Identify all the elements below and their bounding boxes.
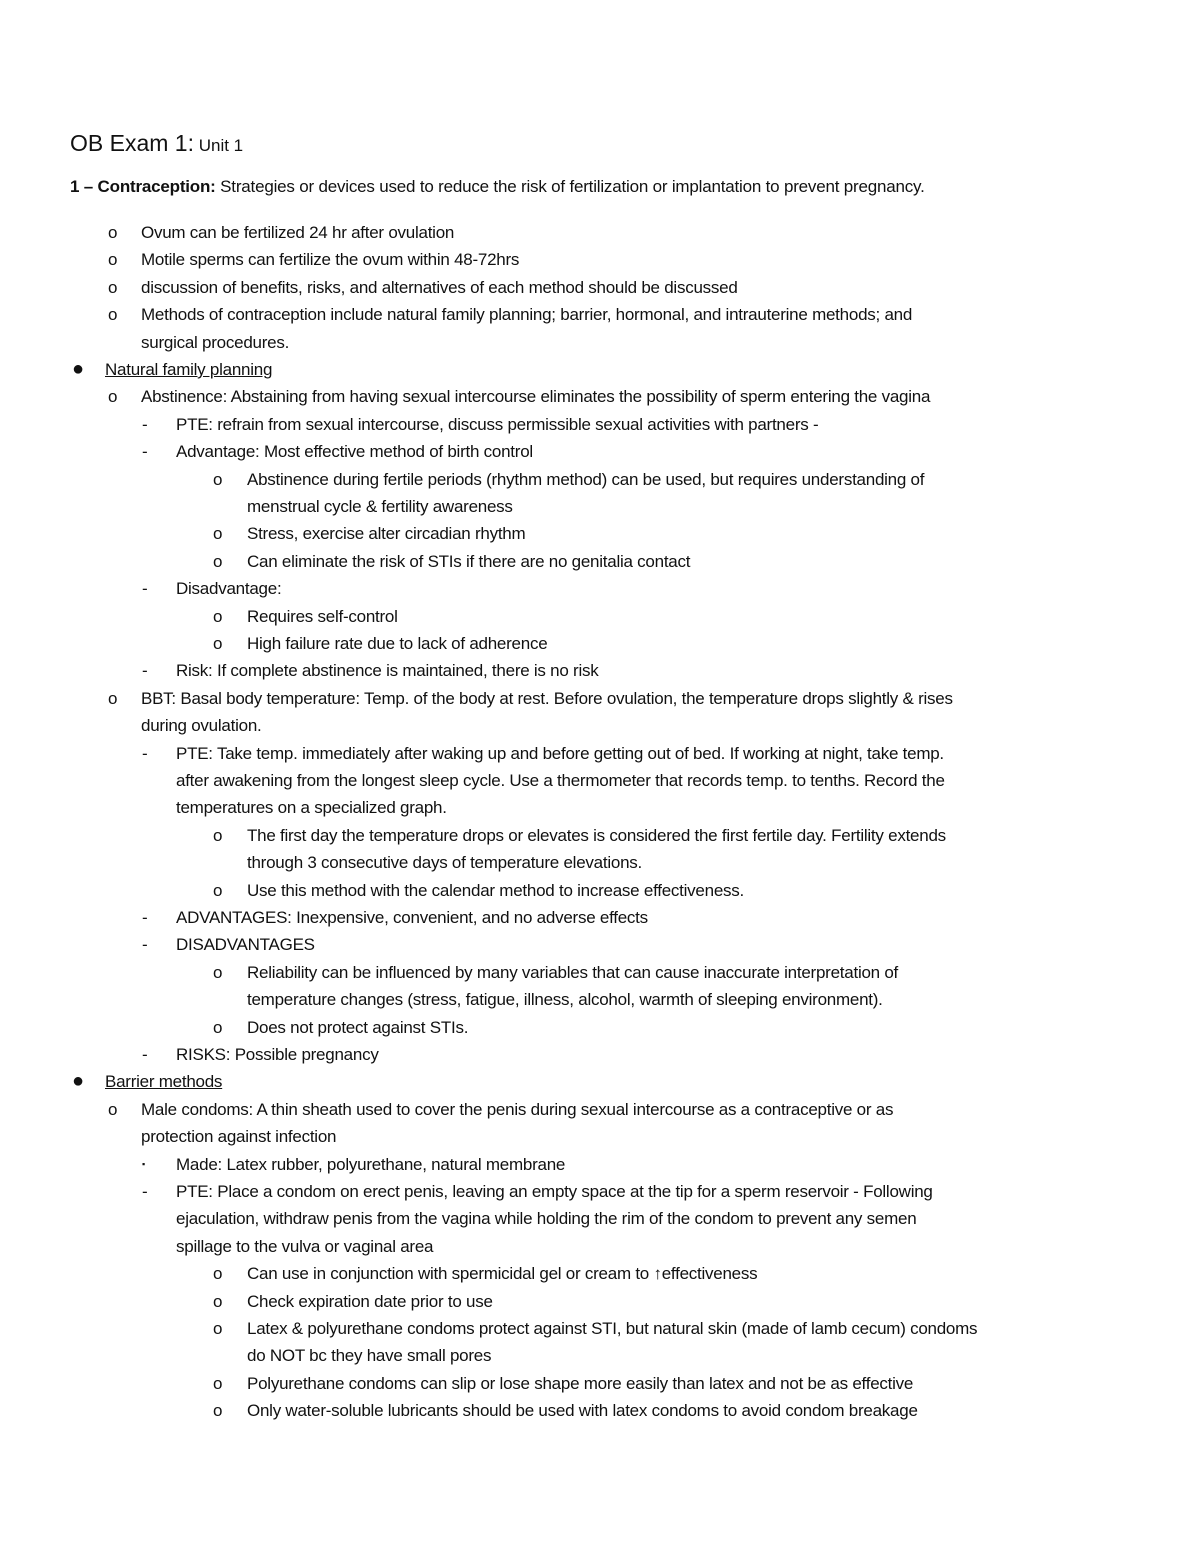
dash-bullet-icon: - (142, 908, 148, 927)
list-item-text: Motile sperms can fertilize the ovum within 48-72hrs (141, 250, 520, 270)
intro-label: 1 – Contraception: (70, 177, 216, 196)
list-item (0, 1342, 1200, 1369)
list-item-text: spillage to the vulva or vaginal area (176, 1236, 434, 1256)
list-item-text: Male condoms: A thin sheath used to cover the penis during sexual intercourse as a contraceptive or as (141, 1099, 894, 1119)
circle-bullet-icon: o (213, 469, 223, 489)
bullet-icon: ● (72, 1070, 85, 1093)
list-item-text: Check expiration date prior to use (247, 1291, 493, 1311)
circle-bullet-icon: o (108, 688, 118, 708)
list-item-text: PTE: Place a condom on erect penis, leaving an empty space at the tip for a sperm reservoir - Following (176, 1182, 933, 1201)
list-item-text: Can eliminate the risk of STIs if there are no genitalia contact (247, 551, 691, 571)
list-item (0, 1151, 1200, 1178)
list-item (0, 630, 1200, 657)
circle-bullet-icon: o (108, 223, 118, 242)
dash-bullet-icon: - (142, 1045, 148, 1064)
dash-bullet-icon: - (142, 935, 148, 955)
list-item (0, 466, 1200, 493)
list-item-text: Reliability can be influenced by many variables that can cause inaccurate interpretation of (247, 962, 899, 982)
circle-bullet-icon: o (213, 524, 223, 544)
title-main: OB Exam 1: (70, 130, 194, 156)
list-item (0, 712, 1200, 739)
list-item-text: Abstinence during fertile periods (rhythm method) can be used, but requires understanding of (247, 469, 925, 489)
list-item (0, 219, 1200, 246)
list-item-text: Methods of contraception include natural family planning; barrier, hormonal, and intrauterine methods; and (141, 305, 913, 325)
list-item (0, 1096, 1200, 1123)
list-item-text: ADVANTAGES: Inexpensive, convenient, and no adverse effects (176, 908, 648, 927)
list-item (0, 438, 1200, 465)
list-item-text: during ovulation. (141, 716, 262, 736)
list-item (0, 959, 1200, 986)
list-item (0, 1178, 1200, 1205)
circle-bullet-icon: o (213, 1264, 223, 1284)
list-item (0, 767, 1200, 794)
list-item (0, 1014, 1200, 1041)
circle-bullet-icon: o (213, 634, 223, 653)
list-item-text: Does not protect against STIs. (247, 1017, 469, 1037)
list-item-text: PTE: refrain from sexual intercourse, discuss permissible sexual activities with partners - (176, 414, 819, 434)
list-item (0, 411, 1200, 438)
section-heading: Natural family planning (105, 360, 273, 379)
list-item (0, 849, 1200, 876)
circle-bullet-icon: o (108, 277, 118, 297)
dash-bullet-icon: - (142, 743, 148, 763)
dash-bullet-icon: - (142, 579, 148, 599)
list-item-text: Only water-soluble lubricants should be used with latex condoms to avoid condom breakage (247, 1401, 918, 1421)
list-item (0, 383, 1200, 410)
list-item (0, 931, 1200, 958)
list-item (0, 986, 1200, 1013)
list-item-text: Ovum can be fertilized 24 hr after ovulation (141, 223, 455, 242)
circle-bullet-icon: o (213, 1319, 223, 1338)
list-item-text: discussion of benefits, risks, and alternatives of each method should be discussed (141, 277, 738, 297)
list-item (0, 548, 1200, 575)
list-item-text: after awakening from the longest sleep cycle. Use a thermometer that records temp. to tenths. Record the (176, 771, 945, 790)
list-item (0, 329, 1200, 356)
circle-bullet-icon: o (213, 1291, 223, 1311)
list-item (0, 274, 1200, 301)
list-item (0, 493, 1200, 520)
list-item (0, 740, 1200, 767)
list-item-text: High failure rate due to lack of adherence (247, 634, 548, 653)
list-item-text: do NOT bc they have small pores (247, 1346, 492, 1366)
list-item (0, 1370, 1200, 1397)
list-item (0, 520, 1200, 547)
list-item (0, 822, 1200, 849)
dash-bullet-icon: - (142, 1182, 148, 1201)
list-item-text: RISKS: Possible pregnancy (176, 1045, 379, 1064)
list-item-text: DISADVANTAGES (176, 935, 315, 955)
list-item-text: temperatures on a specialized graph. (176, 798, 447, 818)
list-item-text: Latex & polyurethane condoms protect against STI, but natural skin (made of lamb cecum) condoms (247, 1319, 978, 1338)
circle-bullet-icon: o (108, 250, 118, 270)
section-heading: Barrier methods (105, 1072, 223, 1092)
list-item-text: Requires self-control (247, 606, 398, 626)
list-item-text: surgical procedures. (141, 332, 290, 352)
square-bullet-icon: ▪ (142, 1158, 146, 1169)
list-item (0, 246, 1200, 273)
circle-bullet-icon: o (108, 305, 118, 325)
list-item-text: menstrual cycle & fertility awareness (247, 497, 513, 516)
list-item-text: Can use in conjunction with spermicidal gel or cream to ↑effectiveness (247, 1264, 758, 1284)
list-item (0, 1315, 1200, 1342)
list-item (0, 603, 1200, 630)
list-item-text: Polyurethane condoms can slip or lose shape more easily than latex and not be as effective (247, 1373, 914, 1393)
list-item-text: protection against infection (141, 1127, 337, 1147)
list-item-text: temperature changes (stress, fatigue, illness, alcohol, warmth of sleeping environment). (247, 990, 883, 1010)
dash-bullet-icon: - (142, 414, 148, 434)
list-item-text: PTE: Take temp. immediately after waking up and before getting out of bed. If working at night, take temp. (176, 743, 944, 763)
list-item-text: ejaculation, withdraw penis from the vagina while holding the rim of the condom to prevent any semen (176, 1209, 917, 1229)
list-item-text: Stress, exercise alter circadian rhythm (247, 524, 526, 544)
list-item (0, 1068, 1200, 1095)
list-item (0, 904, 1200, 931)
list-item (0, 657, 1200, 684)
list-item (0, 1205, 1200, 1232)
list-item (0, 1233, 1200, 1260)
circle-bullet-icon: o (213, 606, 223, 626)
title-sub: Unit 1 (193, 136, 244, 155)
list-item-text: through 3 consecutive days of temperature elevations. (247, 853, 642, 873)
page-title (70, 130, 243, 157)
list-item-text: The first day the temperature drops or elevates is considered the first fertile day. Fertility extends (247, 825, 946, 845)
bullet-icon: ● (72, 358, 85, 380)
list-item (0, 1397, 1200, 1424)
circle-bullet-icon: o (213, 880, 223, 900)
list-item-text: Use this method with the calendar method to increase effectiveness. (247, 880, 744, 900)
circle-bullet-icon: o (108, 387, 118, 407)
list-item (0, 301, 1200, 328)
list-item (0, 1260, 1200, 1287)
circle-bullet-icon: o (108, 1099, 118, 1119)
list-item (0, 877, 1200, 904)
circle-bullet-icon: o (213, 825, 223, 845)
list-item-text: Abstinence: Abstaining from having sexual intercourse eliminates the possibility of sperm entering the vagina (141, 387, 931, 407)
list-item (0, 1041, 1200, 1068)
circle-bullet-icon: o (213, 1017, 223, 1037)
list-item (0, 685, 1200, 712)
circle-bullet-icon: o (213, 551, 223, 571)
list-item (0, 356, 1200, 383)
dash-bullet-icon: - (142, 442, 148, 462)
circle-bullet-icon: o (213, 962, 223, 982)
list-item-text: BBT: Basal body temperature: Temp. of the body at rest. Before ovulation, the temperature drops slightly & rises (141, 688, 953, 708)
circle-bullet-icon: o (213, 1373, 223, 1393)
list-item (0, 1288, 1200, 1315)
intro-text: Strategies or devices used to reduce the risk of fertilization or implantation to prevent pregnancy. (215, 177, 925, 196)
list-item-text: Disadvantage: (176, 579, 282, 599)
intro-paragraph (70, 177, 925, 197)
dash-bullet-icon: - (142, 661, 148, 681)
list-item (0, 794, 1200, 821)
list-item-text: Made: Latex rubber, polyurethane, natural membrane (176, 1154, 566, 1174)
list-item (0, 1123, 1200, 1150)
list-item (0, 575, 1200, 602)
list-item-text: Risk: If complete abstinence is maintained, there is no risk (176, 661, 599, 681)
list-item-text: Advantage: Most effective method of birth control (176, 442, 533, 462)
circle-bullet-icon: o (213, 1401, 223, 1421)
